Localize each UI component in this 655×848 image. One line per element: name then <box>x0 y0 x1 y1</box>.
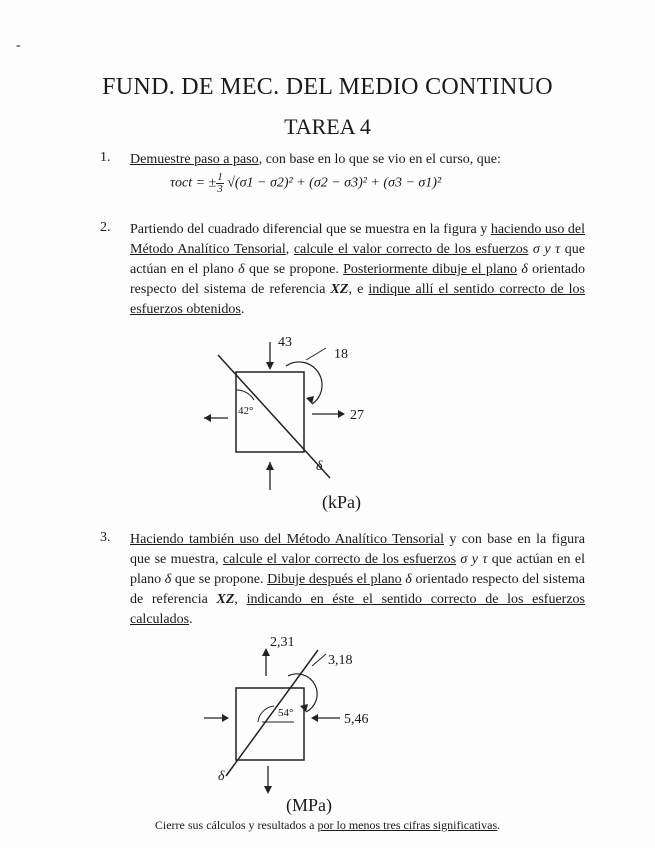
formula-lhs: τoct = ± <box>170 175 217 191</box>
problem-1-number: 1. <box>100 150 111 165</box>
figure-1-top-value: 43 <box>278 335 292 350</box>
figure-2-right-value: 5,46 <box>344 712 369 727</box>
footer-text-1: Cierre sus cálculos y resultados a <box>154 818 318 832</box>
figure-2-right-arrowhead <box>311 714 318 722</box>
p2-text-5: orientado respecto del sistema de referencia <box>130 262 585 297</box>
p2-underline-4: indique allí el sentido correcto de los esfuerzos obtenidos <box>130 282 585 317</box>
p3-underline-3: Dibuje después el plano <box>267 572 402 587</box>
p3-text-3: que se propone. <box>171 572 268 587</box>
p3-text-6: . <box>189 612 193 627</box>
figure-2-plane-label: δ <box>218 769 225 784</box>
figure-2-left-arrowhead <box>222 714 229 722</box>
problem-1-underlined: Demuestre paso a paso <box>130 152 259 167</box>
document-subtitle: TAREA 4 <box>284 114 371 139</box>
problem-1-rest: , con base en lo que se vio en el curso, que: <box>258 152 501 167</box>
p2-axes: XZ <box>330 282 349 297</box>
p3-text-1: y con base en la figura que se muestra, <box>130 532 585 567</box>
p3-underline-1: Haciendo también uso del Método Analítico Tensorial <box>130 532 444 547</box>
p2-symbol-delta-2: δ <box>517 262 533 277</box>
p2-symbol-delta-1: δ <box>238 262 245 277</box>
p2-text-2: , <box>285 242 294 257</box>
problem-3-number: 3. <box>100 530 111 545</box>
p2-underline-2: calcule el valor correcto de los esfuerzos <box>293 242 529 257</box>
footer-text-2: . <box>497 818 501 832</box>
figure-1-shear-value: 18 <box>334 347 348 362</box>
figure-2-top-value: 2,31 <box>270 635 295 650</box>
p2-underline-3: Posteriormente dibuje el plano <box>343 262 518 277</box>
corner-mark: - <box>16 38 21 53</box>
p3-symbol-delta-1: δ <box>164 572 172 587</box>
figure-2-top-arrowhead <box>262 648 270 656</box>
p2-text-3: que actúan en el plano <box>130 242 586 277</box>
p3-text-2: que actúan en el plano <box>130 552 585 587</box>
p3-text-5: , <box>234 592 247 607</box>
p2-symbols-1: σ y τ <box>528 242 565 257</box>
p3-text-4: orientado respecto del sistema de referencia <box>130 572 585 607</box>
formula-rhs: √(σ1 − σ2)² + (σ2 − σ3)² + (σ3 − σ1)² <box>227 175 442 191</box>
fraction-denominator: 3 <box>217 183 223 195</box>
p3-symbol-delta-2: δ <box>401 572 416 587</box>
p3-underline-2: calcule el valor correcto de los esfuerzos <box>222 552 457 567</box>
figure-2-shear-value: 3,18 <box>328 653 353 668</box>
fraction-numerator: 1 <box>217 171 223 183</box>
figure-1-angle-label: 42° <box>238 405 254 417</box>
document-title: FUND. DE MEC. DEL MEDIO CONTINUO <box>102 74 553 100</box>
problem-2-number: 2. <box>100 220 111 235</box>
p2-underline-1: haciendo uso del Método Analítico Tensorial <box>130 222 585 257</box>
p2-text-1: Partiendo del cuadrado diferencial que se muestra en la figura y <box>130 222 491 237</box>
figure-1-right-value: 27 <box>350 408 364 423</box>
p2-text-7: . <box>240 302 245 317</box>
figure-2-bottom-arrowhead <box>264 786 272 794</box>
footer-note <box>0 818 655 833</box>
p2-text-4: que se propone. <box>244 262 344 277</box>
p3-axes: XZ <box>216 592 235 607</box>
p2-text-6: , e <box>348 282 369 297</box>
footer-underline: por lo menos tres cifras significativas <box>317 818 498 832</box>
figure-2-unit: (MPa) <box>286 795 332 815</box>
p3-underline-4: indicando en éste el sentido correcto de los esfuerzos calculados <box>130 592 585 627</box>
figure-1-plane-label: δ <box>316 459 323 474</box>
figure-2-angle-label: 54° <box>278 707 294 719</box>
figure-1-unit: (kPa) <box>322 492 361 512</box>
p3-symbols-1: σ y τ <box>456 552 492 567</box>
